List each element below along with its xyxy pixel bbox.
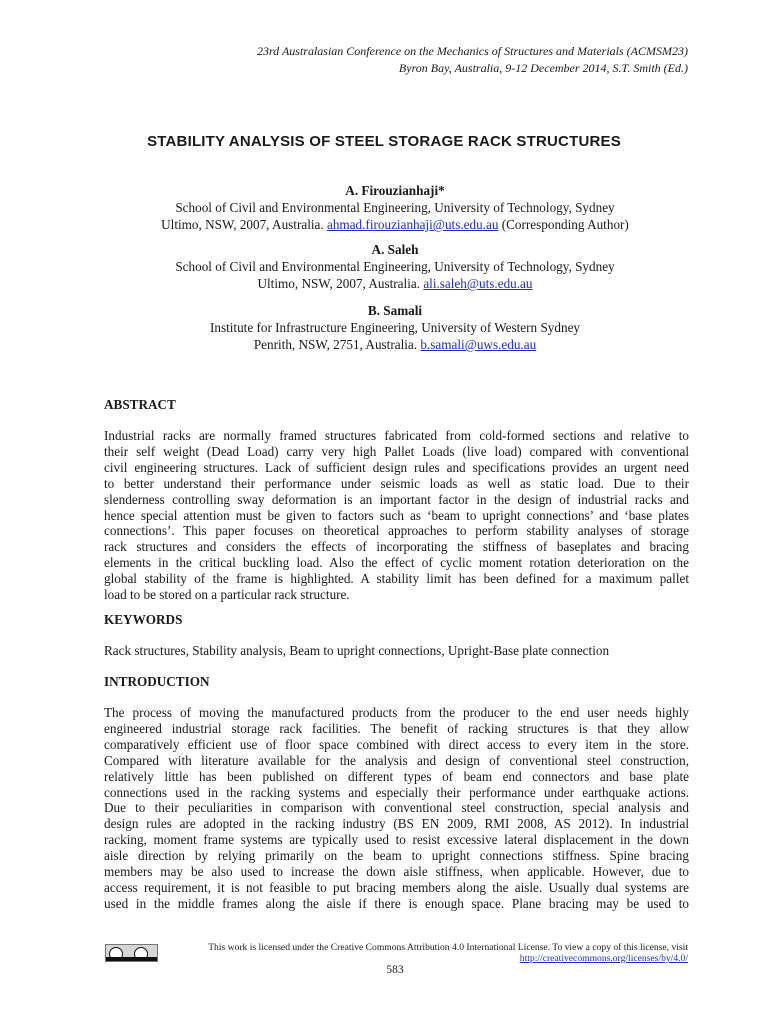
- author-name: B. Samali: [367, 303, 423, 318]
- conference-line-1: 23rd Australasian Conference on the Mechanics of Structures and Materials (ACMSM23): [256, 44, 688, 58]
- introduction-line: Compared with literature available for the analysis and design of conventional steel construction,: [104, 752, 689, 768]
- keywords-text: Rack structures, Stability analysis, Beam to upright connections, Upright-Base plate connection: [104, 643, 610, 658]
- author-affiliation: School of Civil and Environmental Engineering, University of Technology, Sydney: [175, 259, 615, 274]
- paper-title: STABILITY ANALYSIS OF STEEL STORAGE RACK STRUCTURES: [147, 133, 621, 150]
- introduction-body: [104, 705, 689, 912]
- introduction-line: design rules are adopted in the racking industry (BS EN 2009, RMI 2008, AS 2012). In industrial: [104, 816, 689, 832]
- license-text: This work is licensed under the Creative Commons Attribution 4.0 International License. To view a copy of this license, visit: [208, 942, 688, 953]
- author-email-link[interactable]: ali.saleh@uts.edu.au: [423, 276, 533, 291]
- author-affiliation: Institute for Infrastructure Engineering, University of Western Sydney: [209, 320, 581, 335]
- author-address: Ultimo, NSW, 2007, Australia.: [257, 276, 421, 291]
- introduction-line: The process of moving the manufactured products from the producer to the end user needs highly: [104, 705, 689, 720]
- conference-header: [257, 43, 688, 77]
- introduction-line: racking, moment frame systems are typically used to resist excessive lateral displacement in the down: [104, 832, 689, 848]
- abstract-heading: ABSTRACT: [104, 397, 176, 412]
- introduction-line: access requirement, it is not feasible to put bracing members along the aisle. Usually dual systems are: [104, 879, 689, 895]
- abstract-line: elements in the critical buckling load. Also the effect of cyclic moment rotation deterioration on the: [104, 555, 689, 571]
- abstract-line: global stability of the frame is highlighted. A stability limit has been defined for a maximum pallet: [104, 571, 689, 587]
- abstract-line: hence special attention must be given to factors such as ‘beam to upright connections’ and ‘base plates: [104, 507, 689, 523]
- abstract-line: slenderness controlling sway deformation is an important factor in the design of industrial racks and: [104, 491, 689, 507]
- abstract-line: to better understand their performance under seismic loads as well as static load. Due to their: [104, 475, 689, 491]
- introduction-line: engineered industrial storage rack facilities. The benefit of racking structures is that they allow: [104, 720, 689, 736]
- keywords-heading: KEYWORDS: [104, 612, 183, 627]
- introduction-line: aisle direction by relying primarily on the beam to upright connections stiffness. Spine bracing: [104, 848, 689, 864]
- author-name: A. Saleh: [371, 242, 419, 257]
- introduction-line: comparatively efficient use of floor space combined with direct access to every item in the store.: [104, 736, 689, 752]
- author-address-line: [0, 275, 768, 292]
- author-block-3: [0, 302, 768, 353]
- license-notice: [172, 942, 688, 964]
- conference-line-2: Byron Bay, Australia, 9-12 December 2014, S.T. Smith (Ed.): [398, 61, 688, 75]
- introduction-line: Due to their peculiarities in comparison with conventional steel construction, special analysis and: [104, 800, 689, 816]
- creative-commons-icon: [105, 944, 158, 962]
- author-affiliation: School of Civil and Environmental Engineering, University of Technology, Sydney: [175, 200, 615, 215]
- abstract-line: rack structures and considers the effects of incorporating the stiffness of baseplates and bracing: [104, 539, 689, 555]
- abstract-body: [104, 428, 689, 603]
- introduction-line: relatively little has been published on different types of beam end connectors and base plate: [104, 768, 689, 784]
- author-block-2: [0, 241, 768, 292]
- abstract-line: Industrial racks are normally framed structures fabricated from cold-formed sections and relative to: [104, 428, 689, 443]
- abstract-line: connections’. This paper focuses on theoretical approaches to perform stability analyses of storage: [104, 523, 689, 539]
- introduction-heading: INTRODUCTION: [104, 674, 210, 689]
- abstract-line: civil engineering structures. Lack of sufficient design rules and specifications provides an urgent need: [104, 459, 689, 475]
- introduction-line: members may be also used to increase the down aisle stiffness, when applicable. However, due to: [104, 864, 689, 880]
- page-number: 583: [386, 964, 404, 976]
- author-address-line: [0, 336, 768, 353]
- author-name: A. Firouzianhaji*: [345, 183, 445, 198]
- abstract-line: load to be stored on a particular rack structure.: [104, 587, 350, 603]
- author-note: (Corresponding Author): [501, 217, 629, 232]
- author-address: Penrith, NSW, 2751, Australia.: [253, 337, 418, 352]
- author-email-link[interactable]: ahmad.firouzianhaji@uts.edu.au: [326, 217, 499, 232]
- abstract-line: their self weight (Dead Load) carry very high Pallet Loads (live load) compared with conventional: [104, 443, 689, 459]
- introduction-line: connections used in the racking systems and especially their performance under earthquake actions.: [104, 784, 689, 800]
- author-address-line: [0, 216, 768, 233]
- author-address: Ultimo, NSW, 2007, Australia.: [161, 217, 324, 232]
- author-email-link[interactable]: b.samali@uws.edu.au: [420, 337, 537, 352]
- license-url-link[interactable]: http://creativecommons.org/licenses/by/4.0/: [519, 953, 688, 964]
- author-block-1: [0, 182, 768, 233]
- introduction-line: used in the middle frames along the aisle if there is enough space. Plane bracing may be used to: [104, 895, 689, 911]
